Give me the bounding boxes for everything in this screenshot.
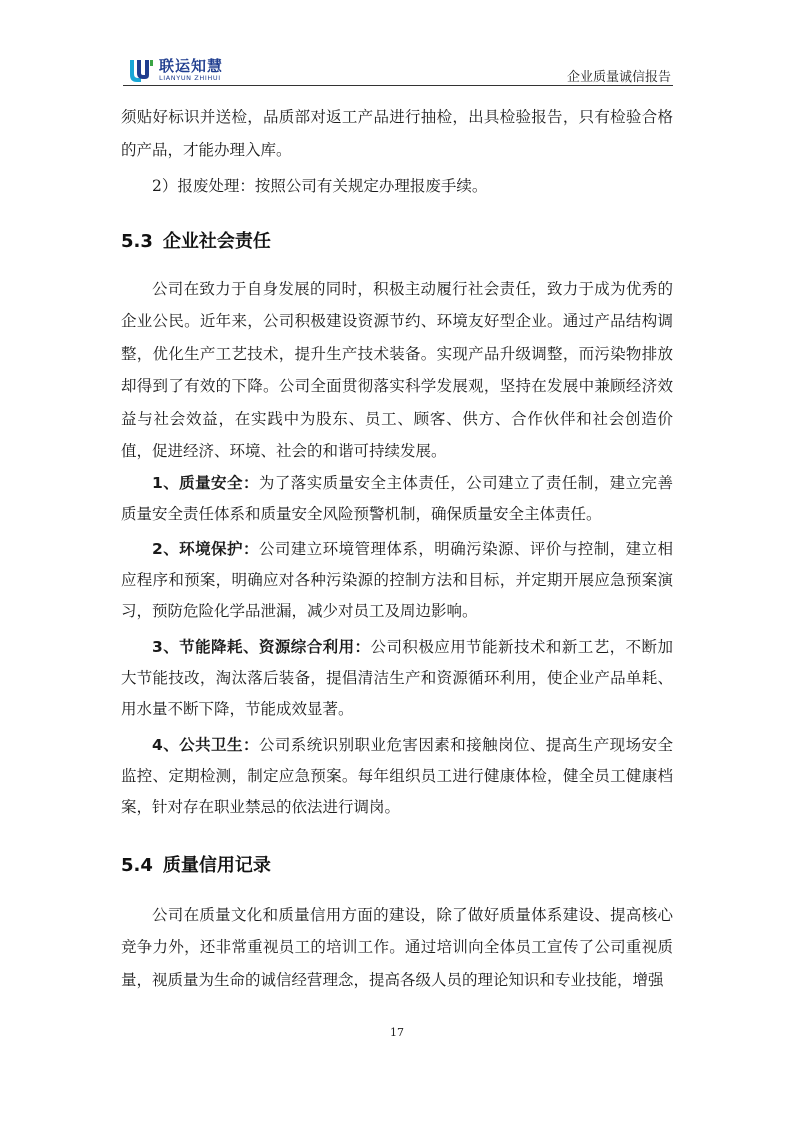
list-item	[121, 632, 673, 725]
list-item	[121, 730, 673, 823]
section-number: 5.3	[121, 230, 153, 252]
item-lead: 4、公共卫生：	[152, 735, 259, 754]
logo-english-name: LIANYUN ZHIHUI	[159, 74, 221, 82]
section-title: 企业社会责任	[162, 230, 271, 252]
page-body	[121, 101, 673, 996]
intro-paragraph: 须贴好标识并送检，品质部对返工产品进行抽检，出具检验报告，只有检验合格的产品，才能办理入库。	[121, 108, 673, 159]
section-heading-5-3	[121, 227, 673, 253]
list-item	[121, 534, 673, 627]
list-item	[121, 468, 673, 530]
logo-mark-icon	[128, 58, 154, 82]
item-text: 公司建立环境管理体系，明确污染源、评价与控制，建立相应程序和预案，明确应对各种污染源的控制方法和目标，并定期开展应急预案演习，预防危险化学品泄漏，减少对员工及周边影响。	[121, 539, 673, 620]
report-title: 企业质量诚信报告	[566, 70, 671, 85]
page-header	[123, 56, 673, 86]
item-lead: 2、环境保护：	[152, 539, 259, 558]
logo-chinese-name: 联运知慧	[159, 57, 224, 75]
scrap-handling-item: 2）报废处理：按照公司有关规定办理报废手续。	[152, 177, 488, 195]
section-5-3-paragraph: 公司在致力于自身发展的同时，积极主动履行社会责任，致力于成为优秀的企业公民。近年来，公司积极建设资源节约、环境友好型企业。通过产品结构调整，优化生产工艺技术，提升生产技术装备。实现产品升级调整，而污染物排放却得到了有效的下降。公司全面贯彻落实科学发展观，坚持在发展中兼顾经济效益与社会效益，在实践中为股东、员工、顾客、供方、合作伙伴和社会创造价值，促进经济、环境、社会的和谐可持续发展。	[121, 279, 673, 460]
header-divider	[123, 85, 673, 86]
item-lead: 1、质量安全：	[152, 473, 259, 492]
item-lead: 3、节能降耗、资源综合利用：	[152, 637, 371, 656]
section-5-4-paragraph: 公司在质量文化和质量信用方面的建设，除了做好质量体系建设、提高核心竞争力外，还非常重视员工的培训工作。通过培训向全体员工宣传了公司重视质量，视质量为生命的诚信经营理念，提高各级人员的理论知识和专业技能，增强	[121, 905, 673, 989]
section-heading-5-4	[121, 851, 673, 877]
item-text: 公司系统识别职业危害因素和接触岗位、提高生产现场安全监控、定期检测，制定应急预案。每年组织员工进行健康体检，健全员工健康档案，针对存在职业禁忌的依法进行调岗。	[121, 735, 673, 816]
item-text: 为了落实质量安全主体责任，公司建立了责任制，建立完善质量安全责任体系和质量安全风险预警机制，确保质量安全主体责任。	[121, 473, 673, 523]
item-text: 公司积极应用节能新技术和新工艺，不断加大节能技改，淘汰落后装备，提倡清洁生产和资源循环利用，使企业产品单耗、用水量不断下降，节能成效显著。	[121, 637, 673, 718]
section-title: 质量信用记录	[162, 854, 271, 876]
section-number: 5.4	[121, 854, 153, 876]
company-logo	[128, 58, 223, 84]
page-number: 17	[390, 1026, 404, 1039]
